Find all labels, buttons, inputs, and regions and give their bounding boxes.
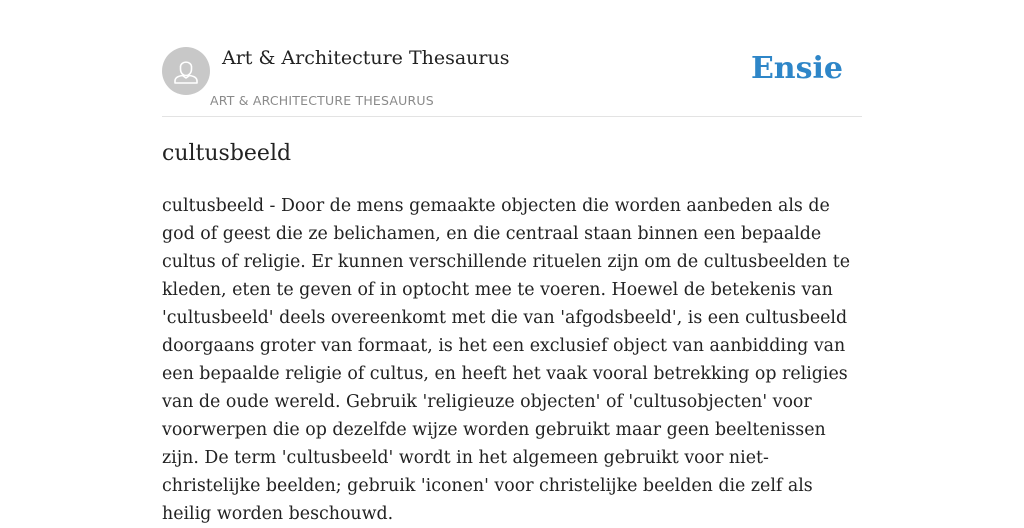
entry-title: cultusbeeld: [162, 141, 292, 166]
page-container: [162, 0, 862, 524]
author-name-link[interactable]: Art & Architecture Thesaurus: [222, 47, 510, 69]
author-subtitle: ART & ARCHITECTURE THESAURUS: [210, 93, 434, 108]
ensie-logo-link[interactable]: Ensie: [750, 51, 843, 86]
author-avatar[interactable]: [162, 47, 210, 95]
page-header: [162, 0, 862, 117]
entry-definition: cultusbeeld - Door de mens gemaakte objecten die worden aanbeden als de god of geest die ze belichamen, en die centraal staan binnen een bepaalde cultus of religie. Er kunnen verschillende rituelen zijn om de cultusbeelden te kleden, eten te geven of in optocht mee te voeren. Hoewel de betekenis van 'cultusbeeld' deels overeenkomt met die van 'afgodsbeeld', is een cultusbeeld doorgaans groter van formaat, is het een exclusief object van aanbidding van een bepaalde religie of cultus, en heeft het vaak vooral betrekking op religies van de oude wereld. Gebruik 'religieuze objecten' of 'cultusobjecten' voor voorwerpen die op dezelfde wijze worden gebruikt maar geen beeltenissen zijn. De term 'cultusbeeld' wordt in het algemeen gebruikt voor niet-christelijke beelden; gebruik 'iconen' voor christelijke beelden die zelf als heilig worden beschouwd.: [162, 196, 851, 524]
user-avatar-icon: [162, 47, 210, 95]
